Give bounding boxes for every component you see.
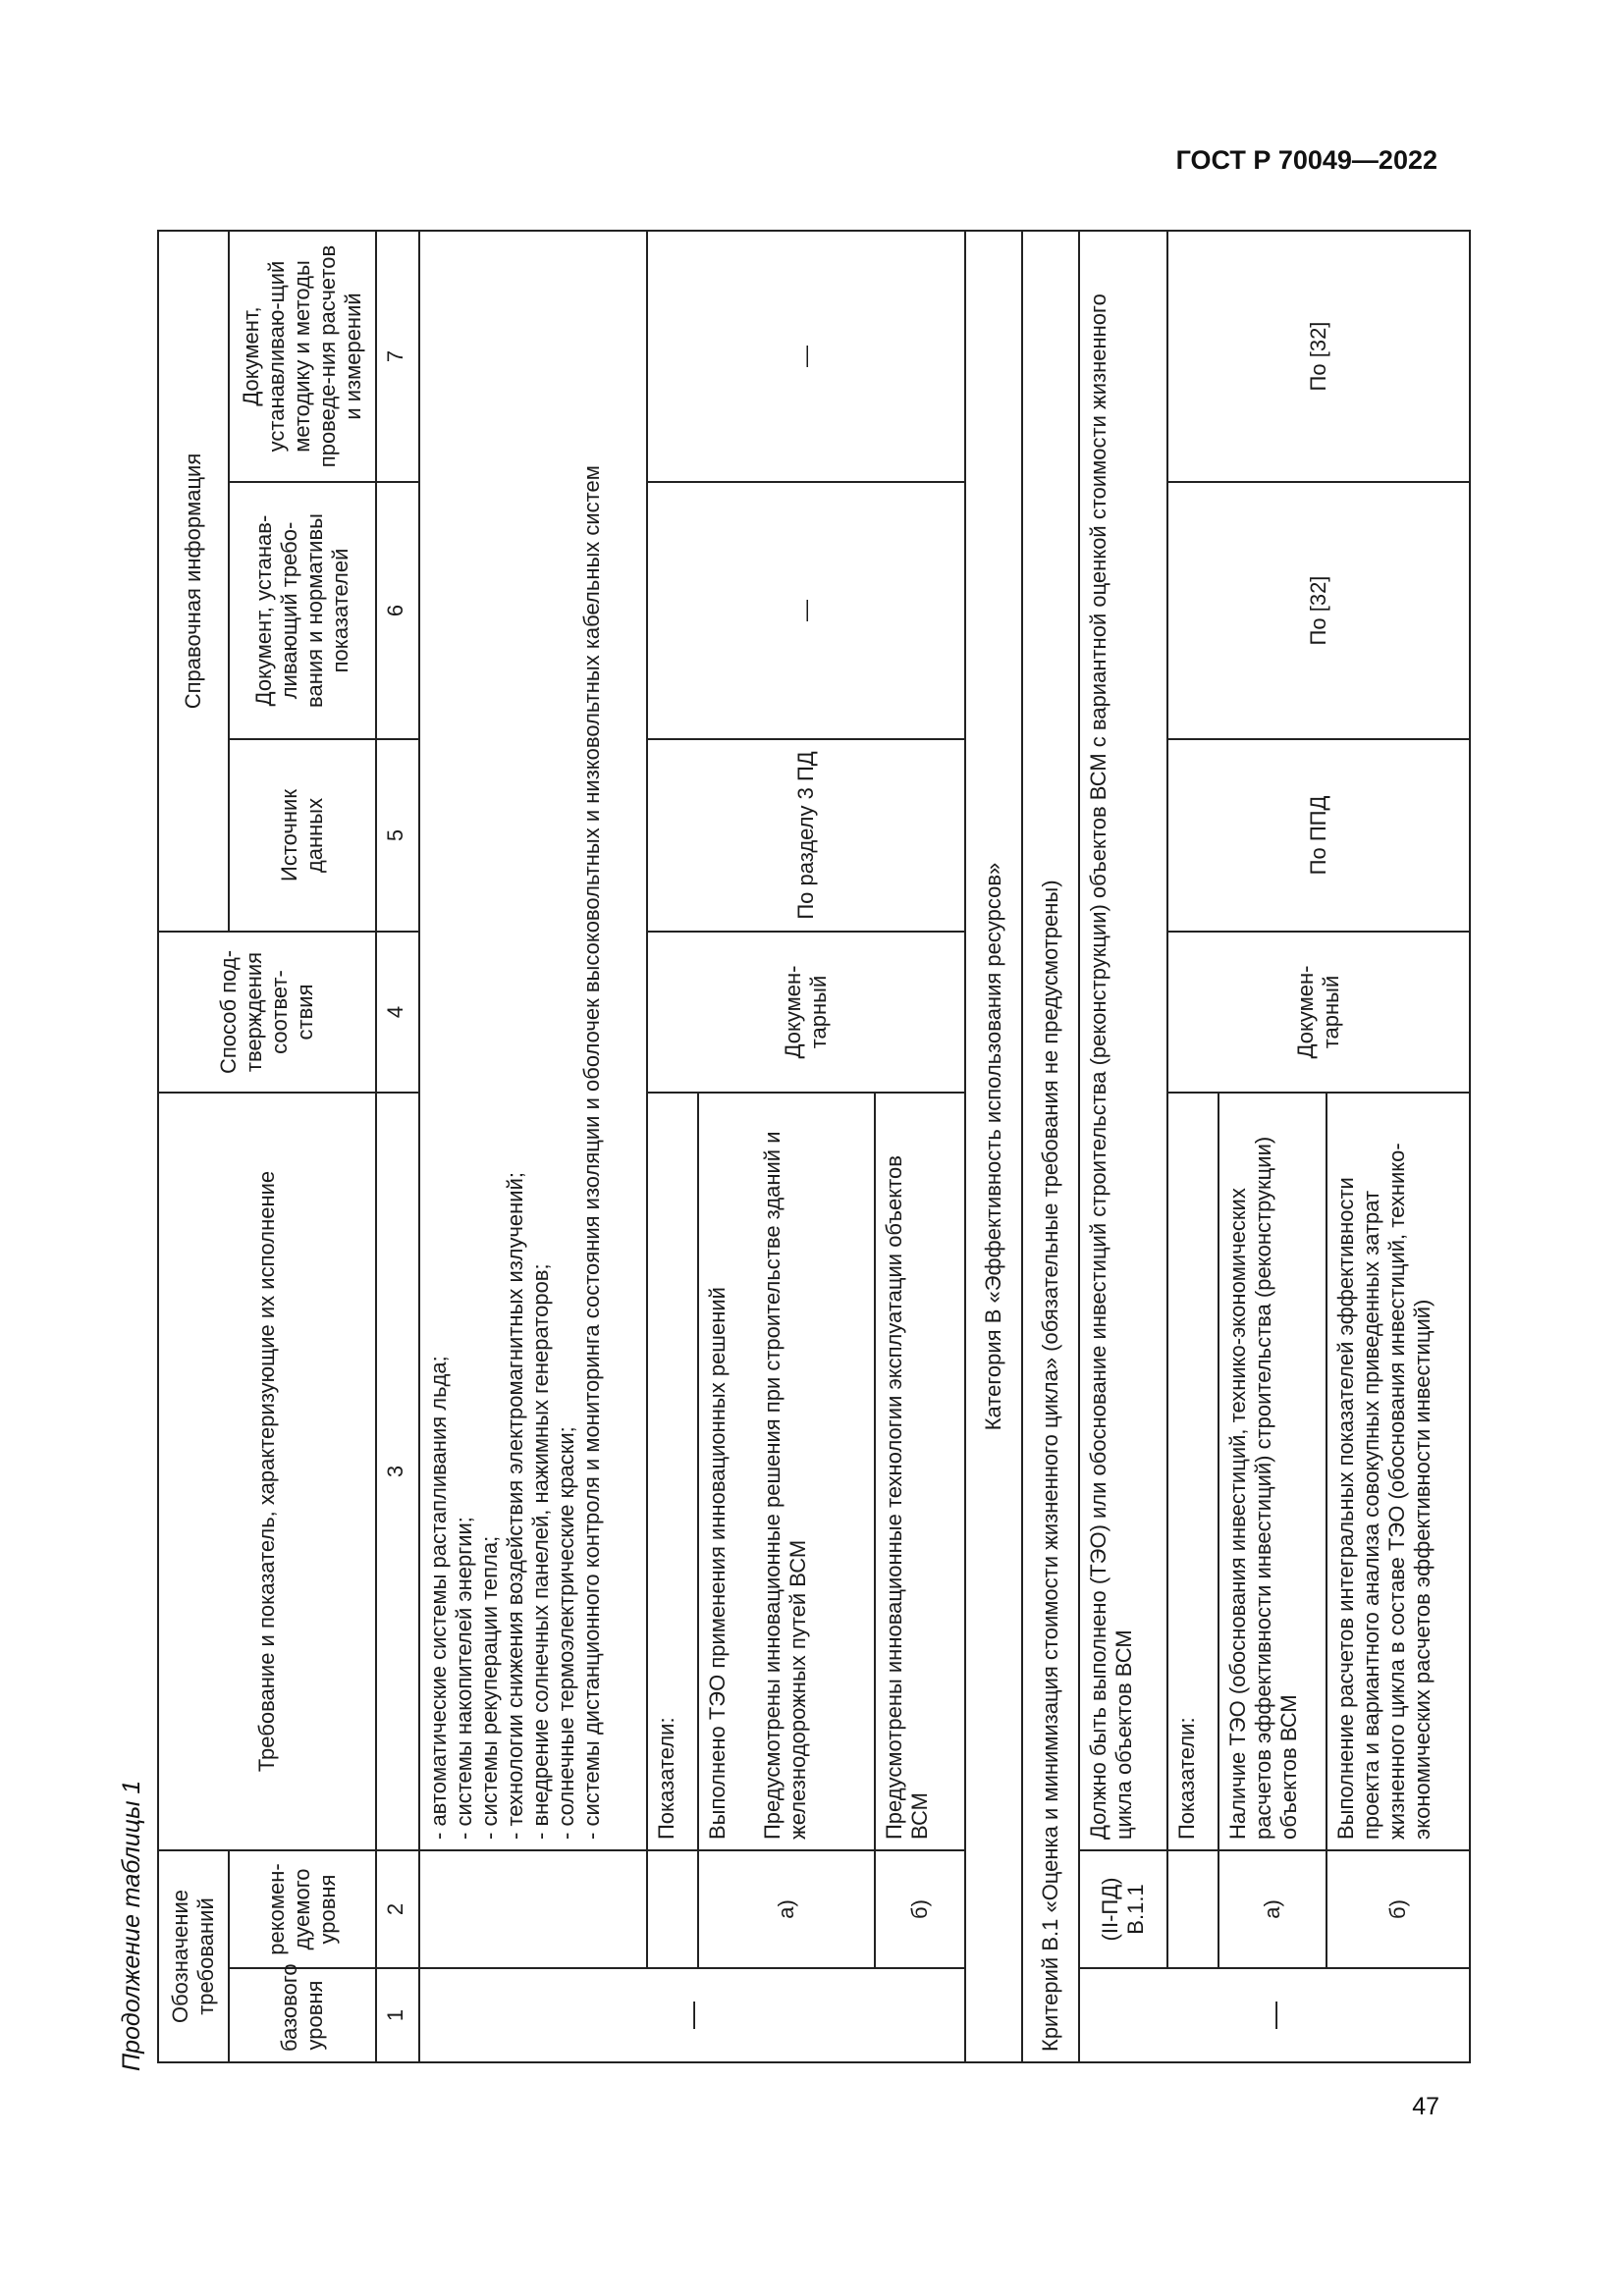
criterion-row [1022,231,1079,2062]
innov-a-cell [698,1093,875,1850]
col-num-5: 5 [376,739,419,932]
table-caption: Продолжение таблицы 1 [118,1780,145,2071]
page-number: 47 [1412,2093,1439,2120]
rotated-table-container [157,232,1439,2063]
innov-calc: — [647,231,965,482]
b11-b-label: б) [1326,1850,1470,1968]
col-num-6: 6 [376,482,419,739]
innov-a-text: Выполнено ТЭО применения инновационных решений [705,1287,730,1840]
col-num-2: 2 [376,1850,419,1968]
header-recommended-level: рекомен-дуемого уровня [229,1850,376,1968]
b11-code: (II-ПД) В.1.1 [1079,1850,1167,1968]
innov-a-sub: Предусмотрены инновационные решения при строительстве зданий и железнодорожных путей ВСМ [759,1131,810,1840]
col-num-3: 3 [376,1093,419,1850]
criterion-title: Критерий В.1 «Оценка и минимизация стоимости жизненного цикла» (обязательные требования не предусмотрены) [1022,231,1079,2062]
category-title: Категория В «Эффективность использования ресурсов» [965,231,1022,2062]
b11-norms: По [32] [1167,482,1470,739]
list-item: - технологии снижения воздействия электромагнитных излучений; [502,1172,527,1840]
b11-text: Должно быть выполнено (ТЭО) или обоснование инвестиций строительства (реконструкции) объектов ВСМ с вариантной оценкой стоимости жизненного цикла объектов ВСМ [1079,231,1167,1850]
header-confirmation: Способ под-тверждения соответ-ствия [158,932,376,1093]
col-num-1: 1 [376,1968,419,2062]
innov-norms: — [647,482,965,739]
b11-a-text: Наличие ТЭО (обоснования инвестиций, технико-экономических расчетов эффективности инвестиций) строительства (реконструкции) объектов ВСМ [1218,1093,1326,1850]
b11-a-label: а) [1218,1850,1326,1968]
innov-indicators-row [647,231,698,2062]
b11-b-text: Выполнение расчетов интегральных показателей эффективности проекта и вариантного анализа совокупных приведенных затрат жизненного цикла в составе ТЭО (обоснования инвестиций, технико-экономических расчетов эффективности инвестиций) [1326,1093,1470,1850]
requirements-table [157,230,1471,2063]
dash-base-2: — [1079,1968,1470,2062]
empty-cell [1167,1850,1218,1968]
list-item: - солнечные термоэлектрические краски; [553,1426,578,1840]
b11-source: По ППД [1167,739,1470,932]
b11-method: Докумен-тарный [1167,932,1470,1093]
col-num-4: 4 [376,932,419,1093]
header-doc-norms: Документ, устанав-ливающий требо-вания и нормативы показателей [229,482,376,739]
innov-indicators-label: Показатели: [647,1093,698,1850]
empty-cell [647,1850,698,1968]
b11-indicators-row [1167,231,1218,2062]
empty-cell [419,1850,647,1968]
list-item: - системы накопителей энергии; [451,1517,476,1840]
list-row [419,231,647,2062]
innov-a-label: а) [698,1850,875,1968]
header-doc-method: Документ, устанавливаю-щий методику и методы проведе-ния расчетов и измерений [229,231,376,482]
innov-b-label: б) [875,1850,965,1968]
list-item: - внедрение солнечных панелей, нажимных генераторов; [527,1263,553,1840]
list-item: - системы дистанционного контроля и мониторинга состояния изоляции и оболочек высоковольтных и низковольтных кабельных систем [578,465,604,1840]
technology-list [419,231,647,1850]
list-item: - автоматические системы растапливания льда; [426,1356,451,1840]
innov-b-text: Предусмотрены инновационные технологии эксплуатации объектов ВСМ [875,1093,965,1850]
column-numbers-row [376,231,419,2062]
b11-row [1079,231,1167,2062]
header-row-1 [158,231,229,2062]
col-num-7: 7 [376,231,419,482]
category-row [965,231,1022,2062]
header-designation: Обозначение требований [158,1850,229,2062]
header-requirement: Требование и показатель, характеризующие их исполнение [158,1093,376,1850]
list-item: - системы рекуперации тепла; [476,1535,502,1840]
b11-calc: По [32] [1167,231,1470,482]
document-code: ГОСТ Р 70049—2022 [1175,145,1437,175]
innov-method: Докумен-тарный [647,932,965,1093]
header-base-level: базового уровня [229,1968,376,2062]
dash-base-1: — [419,1968,965,2062]
header-source: Источник данных [229,739,376,932]
header-reference: Справочная информация [158,231,229,932]
innov-source: По разделу 3 ПД [647,739,965,932]
b11-indicators-label: Показатели: [1167,1093,1218,1850]
